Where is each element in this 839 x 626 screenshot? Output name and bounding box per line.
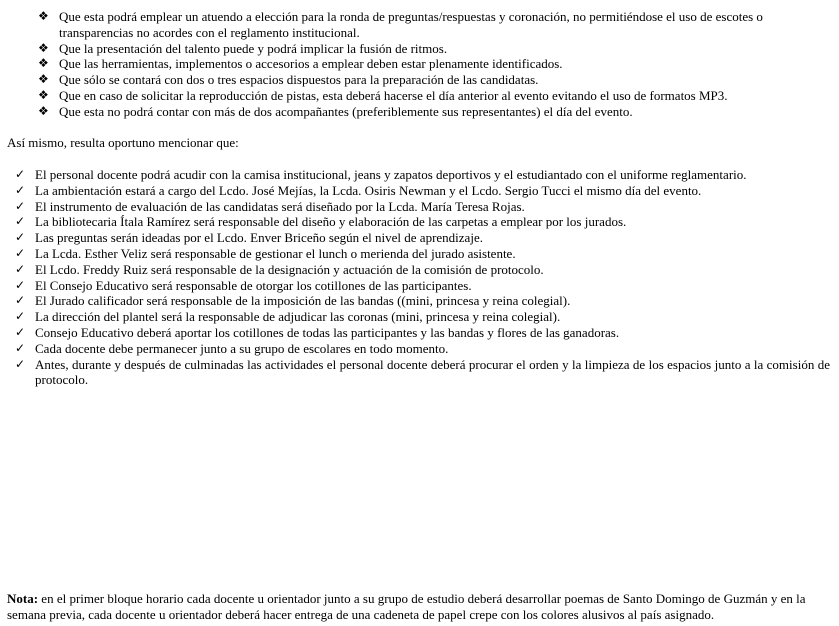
checkmark-icon: ✓ [15,261,26,276]
list-item-text: Que sólo se contará con dos o tres espacios dispuestos para la preparación de las candidatas. [59,72,539,88]
list-item [38,41,833,57]
list-item-text: Cada docente debe permanecer junto a su grupo de escolares en todo momento. [35,340,449,356]
requirements-list [38,9,833,120]
checkmark-icon: ✓ [15,214,26,229]
list-item [15,357,830,389]
diamond-bullet-icon: ❖ [38,9,49,23]
list-item-text: Que la presentación del talento puede y podrá implicar la fusión de ritmos. [59,40,448,56]
diamond-bullet-icon: ❖ [38,72,49,87]
list-item-text: Consejo Educativo deberá aportar los cotillones de todas las participantes y las bandas y flores de las ganadoras. [35,324,620,340]
checkmark-icon: ✓ [15,293,26,308]
list-item-text: Que esta podrá emplear un atuendo a elección para la ronda de preguntas/respuestas y coronación, no permitiéndose el uso de escotes o transparencias no acordes con el reglamento institucional. [59,9,763,40]
list-item-text: La bibliotecaria Ítala Ramírez será responsable del diseño y elaboración de las carpetas a emplear por los jurados. [35,214,627,230]
diamond-bullet-icon: ❖ [38,40,49,55]
list-item [15,167,830,183]
checkmark-icon: ✓ [15,167,26,181]
list-item-text: Las preguntas serán ideadas por el Lcdo. Enver Briceño según el nivel de aprendizaje. [35,230,483,246]
checkmark-icon: ✓ [15,324,26,339]
list-item [15,246,830,262]
list-item-text: El Jurado calificador será responsable de la imposición de las bandas ((mini, princesa y reina colegial). [35,293,571,309]
list-item [15,293,830,309]
diamond-bullet-icon: ❖ [38,87,49,102]
list-item [38,56,833,72]
list-item-text: El instrumento de evaluación de las candidatas será diseñado por la Lcda. María Teresa Rojas. [35,198,525,214]
checkmark-icon: ✓ [15,277,26,292]
list-item-text: Que en caso de solicitar la reproducción de pistas, esta deberá hacerse el día anterior al evento evitando el uso de formatos MP3. [59,87,728,103]
checkmark-icon: ✓ [15,198,26,213]
responsibilities-list [15,167,830,388]
list-item [15,199,830,215]
checkmark-icon: ✓ [15,230,26,245]
list-item [15,309,830,325]
list-item [38,72,833,88]
list-item-text: La Lcda. Esther Veliz será responsable de gestionar el lunch o merienda del jurado asistente. [35,245,516,261]
list-item [15,325,830,341]
checkmark-icon: ✓ [15,356,26,371]
note-label: Nota: [7,591,39,606]
list-item [38,104,833,120]
checkmark-icon: ✓ [15,340,26,355]
list-item [15,262,830,278]
list-item [15,278,830,294]
list-item-text: El personal docente podrá acudir con la camisa institucional, jeans y zapatos deportivos y el estudiantado con el uniforme reglamentario. [35,167,747,182]
list-item [15,214,830,230]
list-item [15,341,830,357]
list-item-text: Que las herramientas, implementos o accesorios a emplear deben estar plenamente identificados. [59,56,563,72]
list-item [15,230,830,246]
list-item-text: Antes, durante y después de culminadas las actividades el personal docente deberá procurar el orden y la limpieza de los espacios junto a la comisión de protocolo. [35,356,830,388]
note-paragraph [7,591,829,623]
list-item [38,9,833,41]
list-item [38,88,833,104]
checkmark-icon: ✓ [15,309,26,324]
list-item-text: El Consejo Educativo será responsable de otorgar los cotillones de las participantes. [35,277,472,293]
list-item [15,183,830,199]
note-text: en el primer bloque horario cada docente u orientador junto a su grupo de estudio deberá desarrollar poemas de Santo Domingo de Guzmán y en la semana previa, cada docente u orientador deberá hacer entrega de una cadeneta de papel crepe con los colores alusivos al país asignado. [7,591,806,622]
list-item-text: El Lcdo. Freddy Ruiz será responsable de la designación y actuación de la comisión de protocolo. [35,261,544,277]
diamond-bullet-icon: ❖ [38,56,49,71]
checkmark-icon: ✓ [15,245,26,260]
list-item-text: La dirección del plantel será la responsable de adjudicar las coronas (mini, princesa y reina colegial). [35,309,561,325]
diamond-bullet-icon: ❖ [38,103,49,118]
intro-paragraph: Así mismo, resulta oportuno mencionar que: [7,135,239,150]
checkmark-icon: ✓ [15,182,26,197]
list-item-text: Que esta no podrá contar con más de dos acompañantes (preferiblemente sus representantes) el día del evento. [59,103,633,119]
list-item-text: La ambientación estará a cargo del Lcdo. José Mejías, la Lcda. Osiris Newman y el Lcdo. Sergio Tucci el mismo día del evento. [35,182,702,198]
